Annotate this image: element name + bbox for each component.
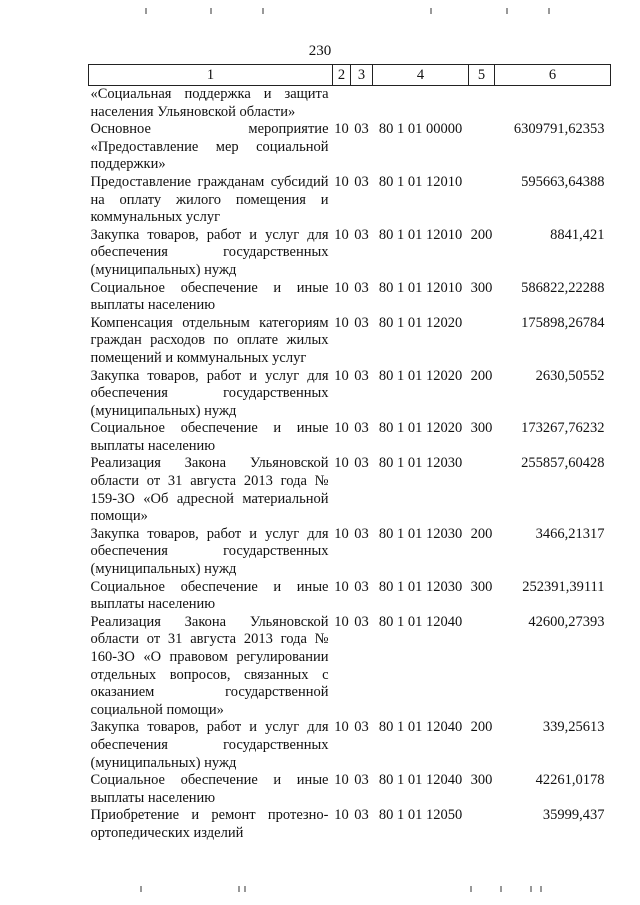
- row-expense-type-cell: 300: [470, 772, 493, 789]
- table-row: [89, 86, 611, 122]
- row-expense-type-cell: [469, 455, 495, 525]
- row-amount-cell: 3466,21317: [535, 525, 605, 542]
- row-name-cell: Социальное обеспечение и иные выплаты населению: [90, 772, 329, 806]
- row-section-cell: 10: [334, 226, 349, 243]
- row-target-article-cell: 80 1 01 12020: [378, 420, 463, 437]
- row-name-cell: Закупка товаров, работ и услуг для обеспечения государственных (муниципальных) нужд: [90, 226, 329, 278]
- scan-artifacts-top: [0, 8, 640, 18]
- row-subsection-cell: 03: [354, 173, 369, 190]
- row-amount-cell: 586822,22288: [521, 279, 605, 296]
- row-subsection-cell: 03: [354, 226, 369, 243]
- table-row: [89, 719, 611, 772]
- row-section-cell: 10: [334, 121, 349, 138]
- row-name-cell: Предоставление гражданам субсидий на оплату жилого помещения и коммунальных услуг: [90, 173, 329, 226]
- row-target-article-cell: 80 1 01 12040: [378, 772, 463, 789]
- row-subsection-cell: 03: [354, 772, 369, 789]
- row-section-cell: [333, 86, 351, 122]
- table-row: [89, 614, 611, 720]
- row-target-article-cell: 80 1 01 00000: [378, 121, 463, 138]
- row-expense-type-cell: [469, 614, 495, 720]
- table-row: [89, 455, 611, 525]
- row-amount-cell: 6309791,62353: [513, 121, 605, 138]
- row-expense-type-cell: [469, 121, 495, 174]
- row-target-article-cell: 80 1 01 12030: [378, 455, 463, 472]
- header-col-3: 3: [351, 65, 373, 86]
- row-name-cell: Закупка товаров, работ и услуг для обеспечения государственных (муниципальных) нужд: [90, 367, 329, 419]
- row-name-cell: Закупка товаров, работ и услуг для обеспечения государственных (муниципальных) нужд: [90, 525, 329, 578]
- row-amount-cell: 8841,421: [550, 226, 605, 243]
- row-target-article-cell: 80 1 01 12020: [378, 314, 463, 331]
- row-amount-cell: 42261,0178: [535, 772, 605, 789]
- row-name-cell: Основное мероприятие «Предоставление мер социальной поддержки»: [90, 121, 329, 173]
- header-col-5: 5: [469, 65, 495, 86]
- table-row: [89, 368, 611, 421]
- row-expense-type-cell: [469, 86, 495, 122]
- row-name-cell: Приобретение и ремонт протезно-ортопедических изделий: [90, 807, 329, 841]
- row-subsection-cell: 03: [354, 719, 369, 736]
- row-amount-cell: 2630,50552: [535, 367, 605, 384]
- row-expense-type-cell: [469, 174, 495, 227]
- row-amount-cell: 339,25613: [542, 719, 605, 736]
- row-expense-type-cell: 300: [470, 578, 493, 595]
- row-section-cell: 10: [334, 613, 349, 630]
- header-col-6: 6: [495, 65, 611, 86]
- row-expense-type-cell: 200: [470, 226, 493, 243]
- row-section-cell: 10: [334, 314, 349, 331]
- table-row: [89, 526, 611, 579]
- row-target-article-cell: 80 1 01 12010: [378, 279, 463, 296]
- table-header-row: [89, 65, 611, 86]
- row-expense-type-cell: [469, 315, 495, 368]
- row-section-cell: 10: [334, 279, 349, 296]
- row-subsection-cell: 03: [354, 455, 369, 472]
- row-expense-type-cell: 200: [470, 719, 493, 736]
- row-amount-cell: 175898,26784: [521, 314, 605, 331]
- table-body: [89, 86, 611, 843]
- row-name-cell: Социальное обеспечение и иные выплаты населению: [90, 578, 329, 613]
- row-amount-cell: 42600,27393: [528, 613, 605, 630]
- row-amount-cell: 35999,437: [542, 807, 605, 824]
- row-subsection-cell: 03: [354, 807, 369, 824]
- row-subsection-cell: 03: [354, 279, 369, 296]
- row-name-cell: Социальное обеспечение и иные выплаты населению: [90, 279, 329, 314]
- row-subsection-cell: [351, 86, 373, 122]
- row-name-cell: Реализация Закона Ульяновской области от 31 августа 2013 года № 160-ЗО «О правовом регулировании отдельных вопросов, связанных с оказанием государственной социальной помощи»: [90, 613, 329, 718]
- row-target-article-cell: 80 1 01 12010: [378, 226, 463, 243]
- row-target-article-cell: [373, 86, 469, 122]
- row-target-article-cell: 80 1 01 12020: [378, 367, 463, 384]
- header-col-4: 4: [373, 65, 469, 86]
- budget-table: [88, 64, 611, 843]
- row-amount-cell: [495, 86, 611, 122]
- row-amount-cell: 255857,60428: [521, 455, 605, 472]
- table-row: [89, 227, 611, 280]
- row-expense-type-cell: 200: [470, 367, 493, 384]
- row-target-article-cell: 80 1 01 12050: [378, 807, 463, 824]
- row-section-cell: 10: [334, 807, 349, 824]
- row-amount-cell: 173267,76232: [521, 420, 605, 437]
- row-expense-type-cell: 200: [470, 525, 493, 542]
- table-row: [89, 420, 611, 455]
- page-number: 230: [308, 43, 332, 59]
- row-subsection-cell: 03: [354, 578, 369, 595]
- table-row: [89, 579, 611, 614]
- row-subsection-cell: 03: [354, 121, 369, 138]
- row-section-cell: 10: [334, 578, 349, 595]
- row-subsection-cell: 03: [354, 420, 369, 437]
- row-name-cell: «Социальная поддержка и защита населения Ульяновской области»: [90, 86, 329, 120]
- row-section-cell: 10: [334, 525, 349, 542]
- row-subsection-cell: 03: [354, 314, 369, 331]
- row-target-article-cell: 80 1 01 12040: [378, 719, 463, 736]
- row-subsection-cell: 03: [354, 613, 369, 630]
- row-subsection-cell: 03: [354, 367, 369, 384]
- table-row: [89, 772, 611, 807]
- table-row: [89, 174, 611, 227]
- row-expense-type-cell: 300: [470, 420, 493, 437]
- table-row: [89, 280, 611, 315]
- row-amount-cell: 595663,64388: [521, 173, 605, 190]
- row-amount-cell: 252391,39111: [522, 578, 605, 595]
- row-expense-type-cell: 300: [470, 279, 493, 296]
- row-section-cell: 10: [334, 367, 349, 384]
- row-name-cell: Закупка товаров, работ и услуг для обеспечения государственных (муниципальных) нужд: [90, 719, 329, 771]
- scan-artifacts-bottom: [0, 886, 640, 896]
- header-col-1: 1: [89, 65, 333, 86]
- row-expense-type-cell: [469, 807, 495, 842]
- header-col-2: 2: [333, 65, 351, 86]
- table-row: [89, 121, 611, 174]
- row-section-cell: 10: [334, 719, 349, 736]
- table-row: [89, 807, 611, 842]
- table-row: [89, 315, 611, 368]
- row-target-article-cell: 80 1 01 12040: [378, 613, 463, 630]
- row-name-cell: Социальное обеспечение и иные выплаты населению: [90, 420, 329, 454]
- row-section-cell: 10: [334, 772, 349, 789]
- row-section-cell: 10: [334, 455, 349, 472]
- row-section-cell: 10: [334, 173, 349, 190]
- row-section-cell: 10: [334, 420, 349, 437]
- row-target-article-cell: 80 1 01 12010: [378, 173, 463, 190]
- row-target-article-cell: 80 1 01 12030: [378, 578, 463, 595]
- row-name-cell: Реализация Закона Ульяновской области от 31 августа 2013 года № 159-ЗО «Об адресной материальной помощи»: [90, 455, 329, 525]
- row-subsection-cell: 03: [354, 525, 369, 542]
- row-name-cell: Компенсация отдельным категориям граждан расходов по оплате жилых помещений и коммунальных услуг: [90, 314, 329, 366]
- row-target-article-cell: 80 1 01 12030: [378, 525, 463, 542]
